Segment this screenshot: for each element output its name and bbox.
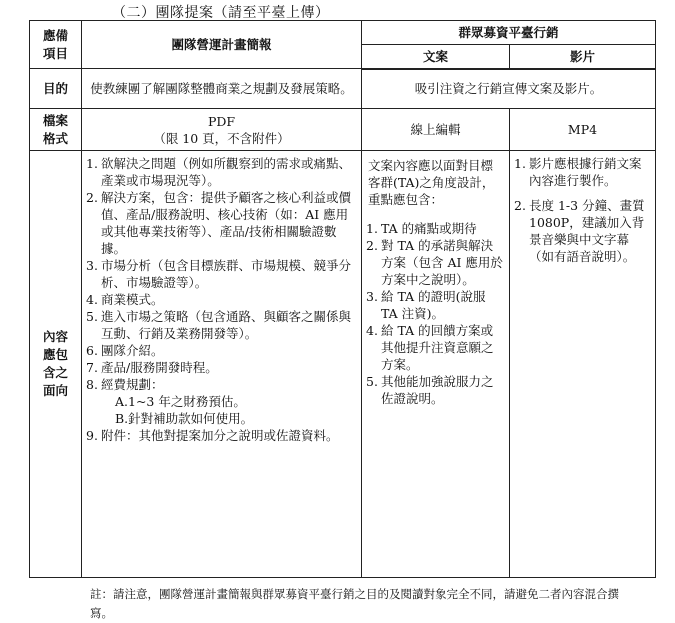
format-copy: 線上編輯 — [362, 109, 510, 151]
header-promo: 群眾募資平臺行銷 — [362, 21, 656, 45]
copy-item-text: 對 TA 的承諾與解決方案（包含 AI 應用於方案中之說明）。 — [381, 238, 503, 287]
content-video-cell — [510, 151, 656, 578]
copy-item — [366, 220, 503, 237]
copy-item — [366, 373, 503, 407]
plan-item — [86, 342, 355, 359]
video-item — [514, 197, 649, 265]
plan-item-text: 解決方案，包含：提供予顧客之核心利益或價值、產品/服務說明、核心技術（如：AI 應用或其他專業技術等）、產品/技術相關驗證數據。 — [101, 190, 352, 256]
format-label-line1: 檔案 — [42, 112, 68, 128]
proposal-table — [29, 20, 656, 578]
content-copy-cell — [362, 151, 510, 578]
plan-item-text: 市場分析（包含目標族群、市場規模、競爭分析、市場驗證等）。 — [101, 258, 352, 290]
plan-item-text: 經費規劃： — [101, 377, 164, 392]
plan-item-text: 商業模式。 — [101, 292, 164, 307]
plan-item-text: 產品/服務開發時程。 — [101, 360, 218, 375]
video-items-list — [510, 151, 655, 269]
copy-item-text: 給 TA 的回饋方案或其他提升注資意願之方案。 — [381, 323, 494, 372]
video-item-text: 影片應根據行銷文案內容進行製作。 — [529, 156, 642, 188]
plan-item — [86, 376, 355, 427]
plan-item — [86, 257, 355, 291]
copy-item — [366, 322, 503, 373]
plan-item-number: 2. — [86, 190, 98, 205]
purpose-plan: 使教練團了解團隊整體商業之規劃及發展策略。 — [82, 69, 362, 109]
format-plan-line2: （限 10 頁，不含附件） — [153, 130, 290, 146]
content-plan-cell — [82, 151, 362, 578]
format-plan-cell — [82, 109, 362, 151]
plan-item-text-block — [101, 376, 355, 427]
video-item-number: 1. — [514, 156, 526, 171]
format-plan-line1: PDF — [207, 113, 236, 129]
video-item — [514, 155, 649, 189]
copy-item — [366, 237, 503, 288]
plan-item-number: 9. — [86, 428, 98, 443]
spacer — [362, 208, 509, 216]
plan-subitem: A.1~3 年之財務預估。 — [115, 394, 246, 409]
content-label-line4: 面向 — [42, 383, 68, 398]
spacer — [514, 189, 649, 197]
plan-item — [86, 155, 355, 189]
header-item-cell — [30, 21, 82, 69]
plan-item — [86, 359, 355, 376]
copy-intro: 文案內容應以面對目標客群(TA)之角度設計，重點應包含： — [368, 158, 495, 207]
plan-item — [86, 189, 355, 257]
plan-items-list — [82, 151, 361, 448]
plan-item-number: 1. — [86, 156, 98, 171]
content-label-cell — [30, 151, 82, 578]
plan-item-number: 3. — [86, 258, 98, 273]
content-label-line2: 應包 — [42, 347, 68, 362]
footnote: 註：請注意，團隊營運計畫簡報與群眾募資平臺行銷之目的及閱讀對象完全不同，請避免二者內容混合撰寫。 — [90, 587, 619, 620]
plan-item-number: 5. — [86, 309, 98, 324]
purpose-promo: 吸引注資之行銷宣傳文案及影片。 — [362, 69, 656, 109]
copy-item-text: TA 的痛點或期待 — [381, 221, 477, 236]
content-label-line1: 內容 — [42, 329, 68, 344]
format-label-line2: 格式 — [42, 130, 68, 146]
copy-item-number: 5. — [366, 374, 378, 389]
section-title: （二）團隊提案（請至平臺上傳） — [112, 5, 330, 21]
copy-item-text: 其他能加強說服力之佐證說明。 — [381, 374, 494, 406]
video-item-text: 長度 1-3 分鐘、畫質 1080P，建議加入背景音樂與中文字幕（如有語音說明）。 — [529, 198, 645, 264]
plan-item — [86, 291, 355, 308]
plan-item-number: 6. — [86, 343, 98, 358]
copy-item-text: 給 TA 的證明(說服 TA 注資)。 — [381, 289, 486, 321]
format-video: MP4 — [510, 109, 656, 151]
purpose-label: 目的 — [30, 69, 82, 109]
copy-items-list — [362, 216, 509, 411]
plan-item-text: 進入市場之策略（包含通路、與顧客之關係與互動、行銷及業務開發等）。 — [101, 309, 352, 341]
plan-item — [86, 427, 355, 444]
header-item-line1: 應備 — [42, 27, 68, 43]
video-item-number: 2. — [514, 198, 526, 213]
plan-item-number: 8. — [86, 377, 98, 392]
plan-item-text: 欲解決之問題（例如所觀察到的需求或痛點、產業或市場現況等）。 — [101, 156, 352, 188]
plan-subitem: B.針對補助款如何使用。 — [115, 411, 254, 426]
plan-item — [86, 308, 355, 342]
header-copy: 文案 — [362, 45, 510, 69]
header-plan: 團隊營運計畫簡報 — [82, 21, 362, 69]
header-video: 影片 — [510, 45, 656, 69]
format-label-cell — [30, 109, 82, 151]
plan-item-text: 團隊介紹。 — [101, 343, 164, 358]
plan-item-number: 4. — [86, 292, 98, 307]
content-label-line3: 含之 — [42, 365, 68, 380]
header-item-line2: 項目 — [42, 45, 68, 61]
copy-item-number: 4. — [366, 323, 378, 338]
copy-item-number: 3. — [366, 289, 378, 304]
copy-item-number: 2. — [366, 238, 378, 253]
copy-item — [366, 288, 503, 322]
copy-item-number: 1. — [366, 221, 378, 236]
plan-item-text: 附件：其他對提案加分之說明或佐證資料。 — [101, 428, 339, 443]
plan-item-number: 7. — [86, 360, 98, 375]
